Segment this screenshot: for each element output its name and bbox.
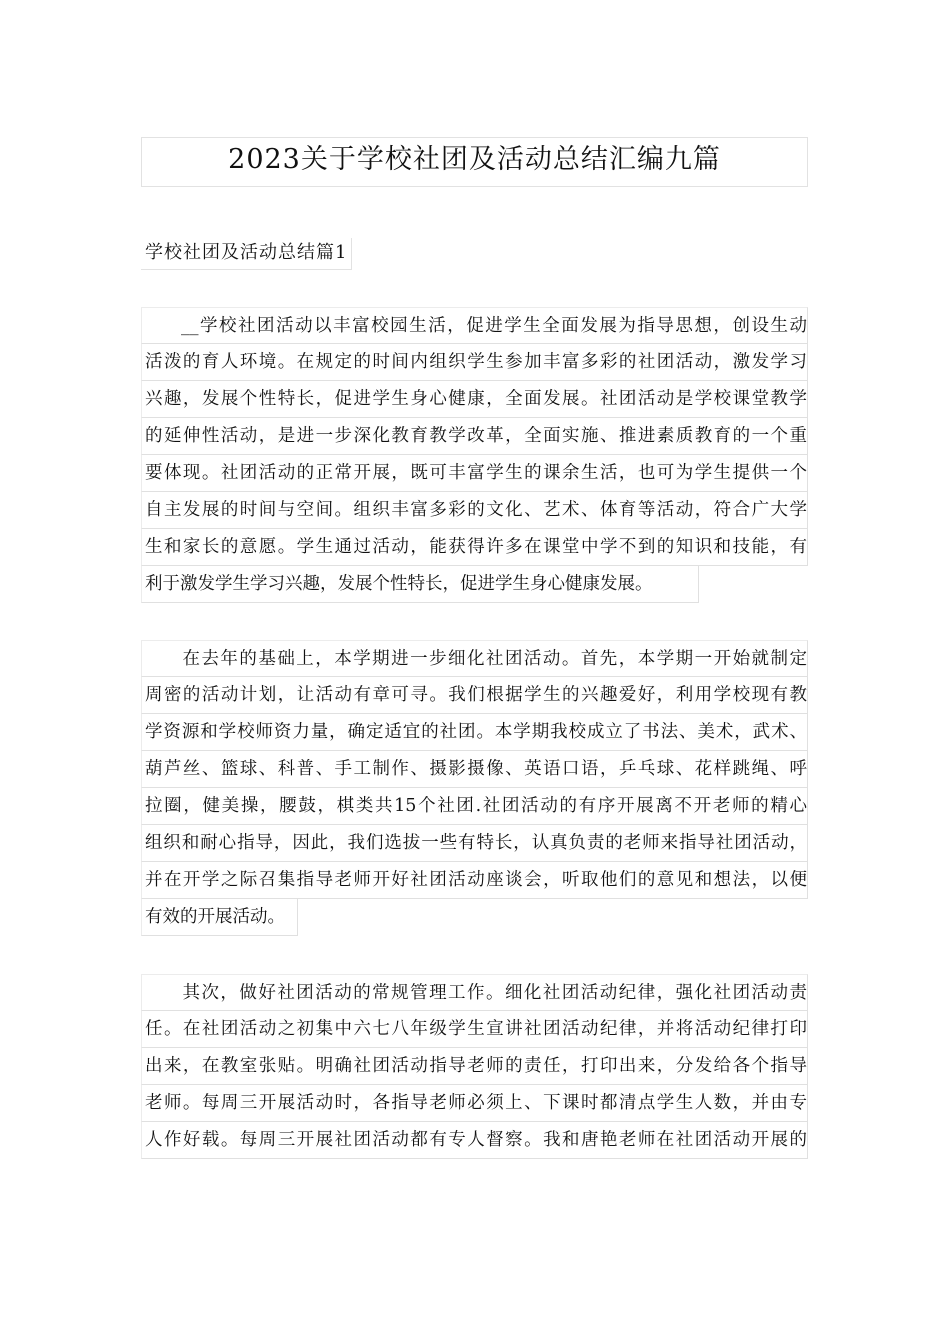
paragraph-line: 出来，在教室张贴。明确社团活动指导老师的责任，打印出来，分发给各个指导 bbox=[141, 1048, 808, 1085]
paragraph-line: 葫芦丝、篮球、科普、手工制作、摄影摄像、英语口语，乒乓球、花样跳绳、呼 bbox=[141, 751, 808, 788]
paragraph-line: 学资源和学校师资力量，确定适宜的社团。本学期我校成立了书法、美术，武术、 bbox=[141, 714, 808, 751]
paragraph-line: 老师。每周三开展活动时，各指导老师必须上、下课时都清点学生人数，并由专 bbox=[141, 1085, 808, 1122]
paragraph-line: 利于激发学生学习兴趣，发展个性特长，促进学生身心健康发展。 bbox=[141, 566, 699, 603]
paragraph-line: 兴趣，发展个性特长，促进学生身心健康，全面发展。社团活动是学校课堂教学 bbox=[141, 381, 808, 418]
paragraph-3 bbox=[141, 974, 808, 1159]
paragraph-1 bbox=[141, 307, 808, 603]
paragraph-line: 在去年的基础上，本学期进一步细化社团活动。首先，本学期一开始就制定 bbox=[141, 640, 808, 677]
paragraph-line: 任。在社团活动之初集中六七八年级学生宣讲社团活动纪律，并将活动纪律打印 bbox=[141, 1011, 808, 1048]
paragraph-line: 自主发展的时间与空间。组织丰富多彩的文化、艺术、体育等活动，符合广大学 bbox=[141, 492, 808, 529]
paragraph-line: 要体现。社团活动的正常开展，既可丰富学生的课余生活，也可为学生提供一个 bbox=[141, 455, 808, 492]
paragraph-line: 拉圈，健美操，腰鼓，棋类共15个社团.社团活动的有序开展离不开老师的精心 bbox=[141, 788, 808, 825]
document-title: 2023关于学校社团及活动总结汇编九篇 bbox=[141, 137, 808, 187]
paragraph-line: 有效的开展活动。 bbox=[141, 899, 298, 936]
section-heading: 学校社团及活动总结篇1 bbox=[141, 238, 352, 270]
paragraph-line: __学校社团活动以丰富校园生活，促进学生全面发展为指导思想，创设生动 bbox=[141, 307, 808, 344]
paragraph-line: 组织和耐心指导，因此，我们选拔一些有特长，认真负责的老师来指导社团活动， bbox=[141, 825, 808, 862]
paragraph-line: 人作好载。每周三开展社团活动都有专人督察。我和唐艳老师在社团活动开展的 bbox=[141, 1122, 808, 1159]
paragraph-line: 并在开学之际召集指导老师开好社团活动座谈会，听取他们的意见和想法，以便 bbox=[141, 862, 808, 899]
paragraph-line: 其次，做好社团活动的常规管理工作。细化社团活动纪律，强化社团活动责 bbox=[141, 974, 808, 1011]
paragraph-line: 活泼的育人环境。在规定的时间内组织学生参加丰富多彩的社团活动，激发学习 bbox=[141, 344, 808, 381]
paragraph-2 bbox=[141, 640, 808, 936]
paragraph-line: 生和家长的意愿。学生通过活动，能获得许多在课堂中学不到的知识和技能，有 bbox=[141, 529, 808, 566]
paragraph-line: 的延伸性活动，是进一步深化教育教学改革，全面实施、推进素质教育的一个重 bbox=[141, 418, 808, 455]
paragraph-line: 周密的活动计划，让活动有章可寻。我们根据学生的兴趣爱好，利用学校现有教 bbox=[141, 677, 808, 714]
